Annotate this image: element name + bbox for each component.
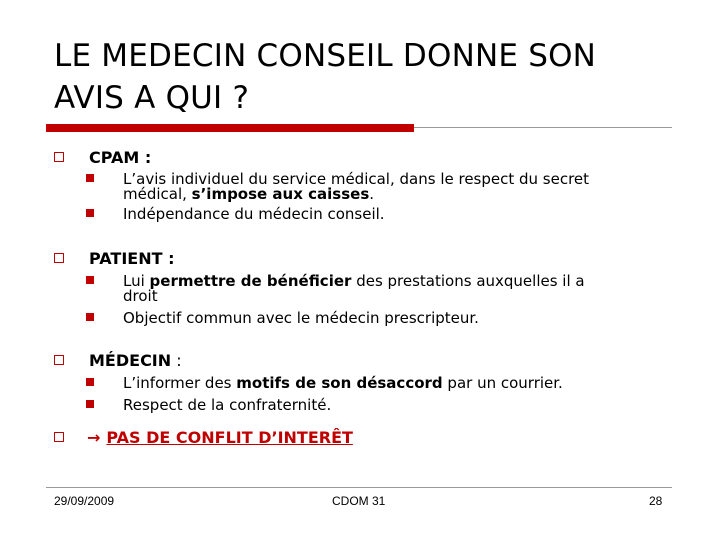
square-bullet-icon (86, 313, 94, 321)
item-text-line (123, 187, 668, 202)
item-text: des prestations auxquelles il a (351, 272, 585, 290)
slide-title (54, 35, 694, 119)
footer-rule (46, 487, 672, 488)
title-line-2: AVIS A QUI ? (54, 80, 250, 116)
item-emphasis: permettre de bénéficier (149, 272, 352, 290)
item-text: . (369, 185, 375, 203)
item-emphasis: s’impose aux caisses (191, 185, 370, 203)
section-heading: PATIENT : (89, 249, 175, 268)
item-text: Objectif commun avec le médecin prescripteur. (123, 309, 479, 327)
item-text: par un courrier. (442, 374, 563, 392)
hollow-square-bullet-icon (54, 152, 64, 162)
conclusion-text (87, 428, 353, 447)
conclusion-label: PAS DE CONFLIT D’INTERÊT (106, 428, 353, 447)
square-bullet-icon (86, 400, 94, 408)
title-divider-rule (414, 127, 672, 128)
section-heading: CPAM : (89, 148, 152, 167)
hollow-square-bullet-icon (54, 432, 64, 442)
item-emphasis: motifs de son désaccord (236, 374, 443, 392)
square-bullet-icon (86, 174, 94, 182)
footer-date: 29/09/2009 (54, 494, 115, 508)
heading-bold: MÉDECIN (89, 351, 172, 370)
heading-rest: : (171, 351, 182, 370)
section-heading (89, 351, 182, 370)
item-text-line: L’avis individuel du service médical, dans le respect du secret (123, 170, 590, 188)
square-bullet-icon (86, 276, 94, 284)
title-accent-rule (46, 124, 414, 132)
square-bullet-icon (86, 378, 94, 386)
item-text-line (123, 274, 668, 289)
title-line-1: LE MEDECIN CONSEIL DONNE SON (54, 38, 597, 74)
footer-page-number: 28 (649, 494, 663, 508)
hollow-square-bullet-icon (54, 355, 64, 365)
footer-center: CDOM 31 (332, 494, 386, 508)
item-text-line: droit (123, 287, 158, 305)
arrow-right-icon: → (87, 428, 101, 447)
item-text: Indépendance du médecin conseil. (123, 205, 385, 223)
square-bullet-icon (86, 209, 94, 217)
hollow-square-bullet-icon (54, 253, 64, 263)
item-text: médical, (123, 185, 192, 203)
item-text-line (123, 376, 668, 391)
item-text: L’informer des (123, 374, 237, 392)
item-text: Respect de la confraternité. (123, 396, 332, 414)
item-text: Lui (123, 272, 150, 290)
